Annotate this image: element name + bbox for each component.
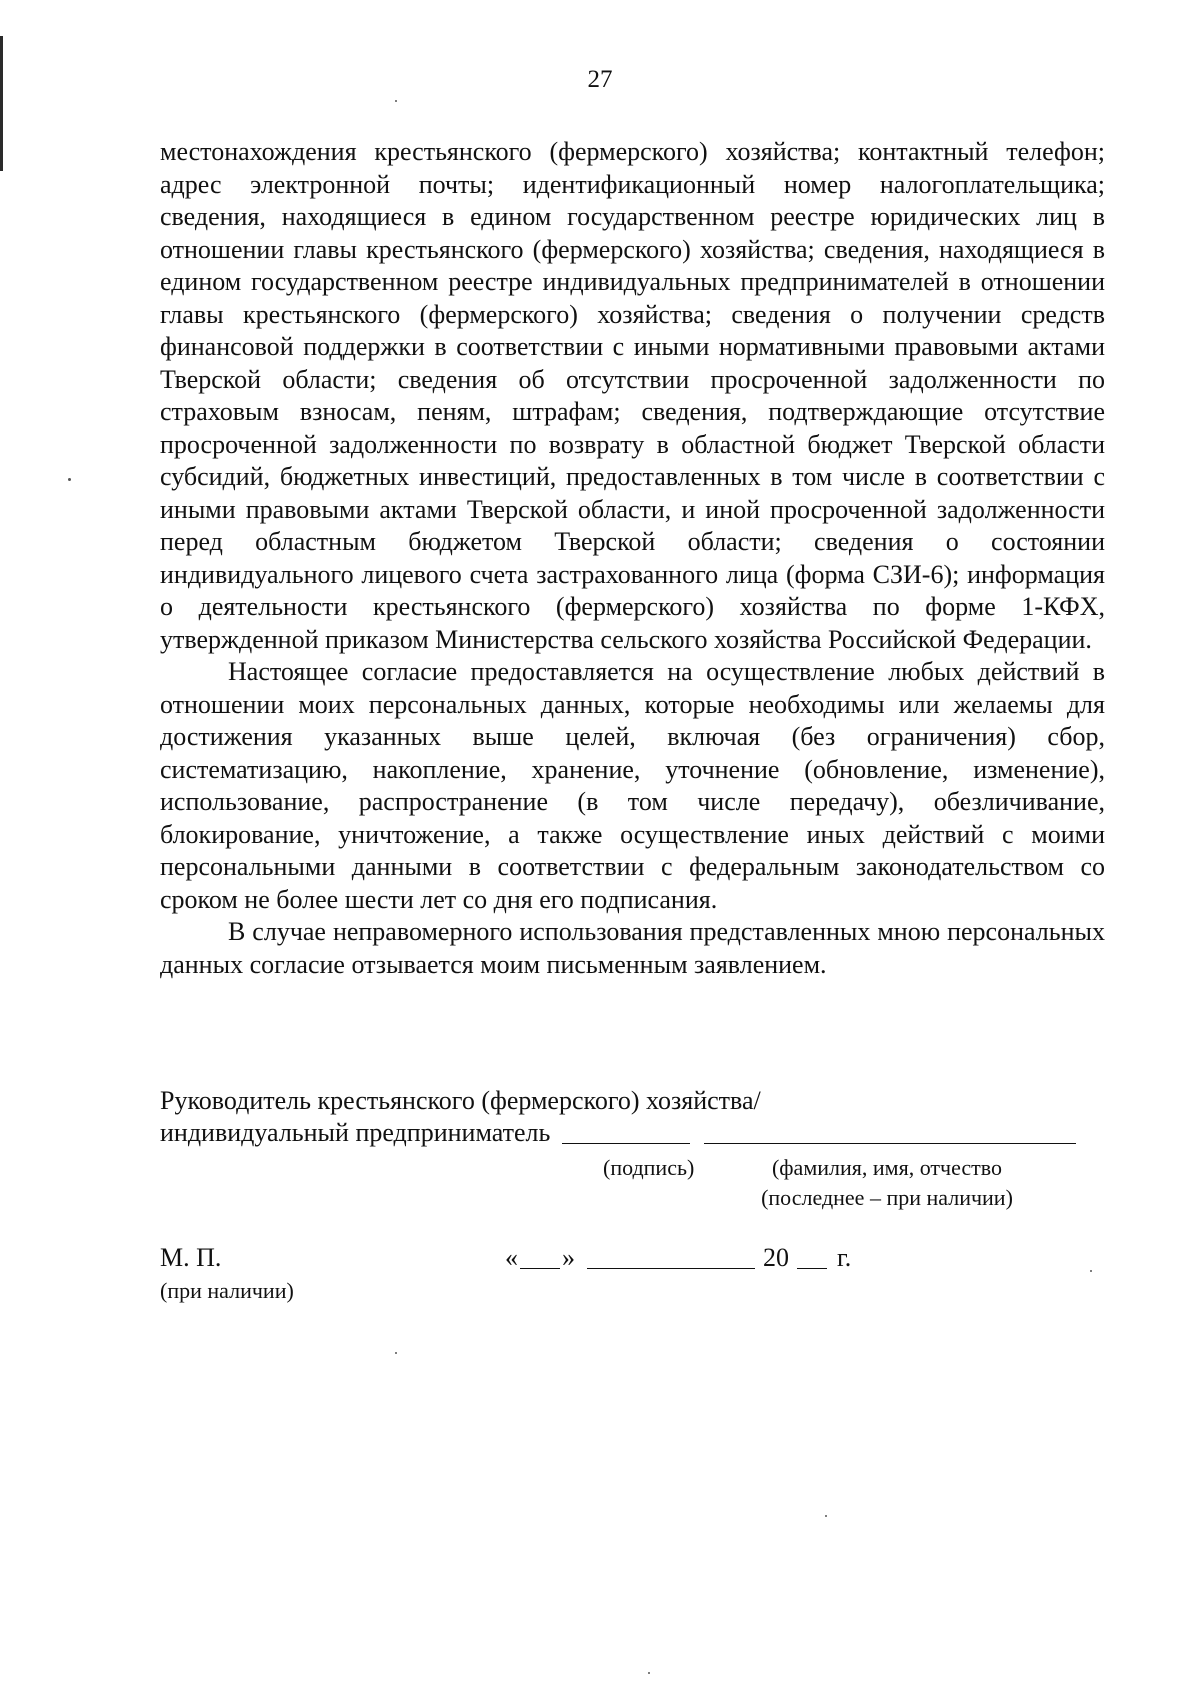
date-field-row [505, 1243, 851, 1273]
year-prefix: 20 [763, 1243, 789, 1272]
paragraph-data-list: местонахождения крестьянского (фермерского) хозяйства; контактный телефон; адрес электронной почты; идентификационный номер налогоплательщика; сведения, находящиеся в едином государственном реестре юридических лиц в отношении главы крестьянского (фермерского) хозяйства; сведения, находящиеся в едином государственном реестре индивидуальных предпринимателей в отношении главы крестьянского (фермерского) хозяйства; сведения о получении средств финансовой поддержки в соответствии с иными нормативными правовыми актами Тверской области; сведения об отсутствии просроченной задолженности по страховым взносам, пеням, штрафам; сведения, подтверждающие отсутствие просроченной задолженности по возврату в областной бюджет Тверской области субсидий, бюджетных инвестиций, предоставленных в том числе в соответствии с иными правовыми актами Тверской области, и иной просроченной задолженности перед областным бюджетом Тверской области; сведения о состоянии индивидуального лицевого счета застрахованного лица (форма СЗИ-6); информация о деятельности крестьянского (фермерского) хозяйства по форме 1-КФХ, утвержденной приказом Министерства сельского хозяйства Российской Федерации. [160, 137, 1105, 654]
date-close-quote: » [562, 1243, 575, 1272]
full-name-caption [737, 1153, 1037, 1213]
signatory-title-line2: индивидуальный предприниматель [160, 1118, 551, 1147]
scan-edge-mark [0, 36, 3, 171]
consent-body [160, 136, 1105, 981]
signatory-title-line1: Руководитель крестьянского (фермерского) хозяйства/ [160, 1086, 761, 1115]
signatory-title-row [160, 1117, 1105, 1149]
full-name-field[interactable] [704, 1117, 1076, 1144]
year-suffix: г. [837, 1243, 852, 1272]
signature-field[interactable] [562, 1117, 690, 1144]
scan-speck [395, 1352, 397, 1354]
signature-block [160, 1085, 1105, 1210]
stamp-place [160, 1243, 294, 1306]
scan-speck [1090, 1270, 1092, 1272]
scan-speck [395, 100, 397, 102]
stamp-label: М. П. [160, 1243, 222, 1272]
month-field[interactable] [587, 1244, 755, 1269]
scan-speck [648, 1672, 650, 1674]
stamp-note: (при наличии) [160, 1278, 294, 1303]
page-number: 27 [587, 66, 613, 93]
scan-speck [825, 1515, 827, 1517]
day-field[interactable] [520, 1244, 560, 1269]
signature-caption: (подпись) [603, 1155, 695, 1180]
year-field[interactable] [797, 1244, 827, 1269]
paragraph-consent-scope: Настоящее согласие предоставляется на осуществление любых действий в отношении моих персональных данных, которые необходимы или желаемы для достижения указанных выше целей, включая (без ограничения) сбор, систематизацию, накопление, хранение, уточнение (обновление, изменение), использование, распространение (в том числе передачу), обезличивание, блокирование, уничтожение, а также осуществление иных действий с моими персональными данными в соответствии с федеральным законодательством со сроком не более шести лет со дня его подписания. [160, 657, 1105, 914]
paragraph-consent-withdrawal: В случае неправомерного использования представленных мною персональных данных согласие отзывается моим письменным заявлением. [160, 917, 1105, 979]
full-name-caption-line1: (фамилия, имя, отчество [771, 1155, 1003, 1180]
date-open-quote: « [505, 1243, 518, 1272]
full-name-caption-line2: (последнее – при наличии) [761, 1185, 1013, 1210]
scan-speck [68, 478, 71, 481]
